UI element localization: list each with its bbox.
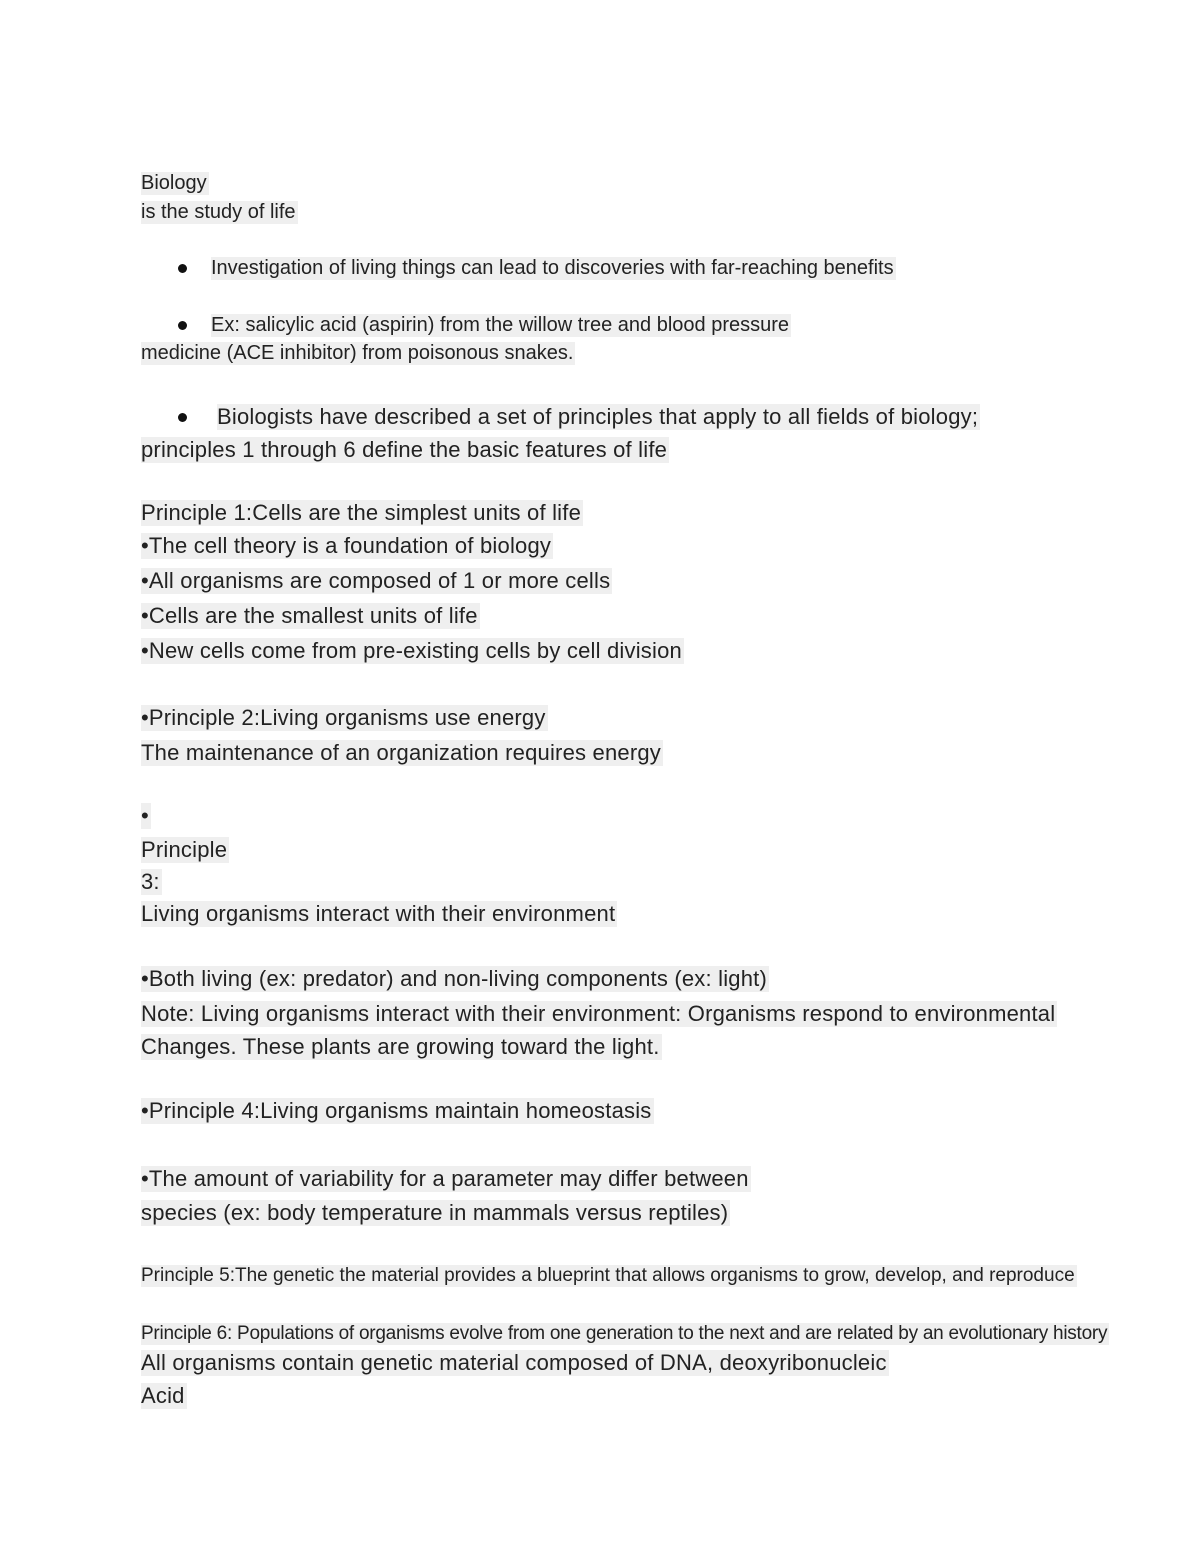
intro-item: Investigation of living things can lead to discoveries with far-reaching benefits bbox=[211, 257, 894, 279]
principle-3-item: •Both living (ex: predator) and non-living components (ex: light) bbox=[141, 966, 768, 991]
principle-3-note: Changes. These plants are growing toward the light. bbox=[141, 1034, 660, 1059]
intro-item: Ex: salicylic acid (aspirin) from the willow tree and blood pressure bbox=[211, 314, 790, 336]
principle-2-heading: •Principle 2:Living organisms use energy bbox=[141, 705, 546, 730]
principle-5: Principle 5:The genetic the material provides a blueprint that allows organisms to grow, develop, and reproduce bbox=[141, 1265, 1075, 1286]
principle-4-item: species (ex: body temperature in mammals versus reptiles) bbox=[141, 1200, 729, 1225]
principle-1-heading: Principle 1:Cells are the simplest units of life bbox=[141, 500, 582, 525]
principle-3-body: Living organisms interact with their environment bbox=[141, 901, 616, 926]
principle-2-body: The maintenance of an organization requires energy bbox=[141, 740, 661, 765]
bullet-icon bbox=[178, 321, 187, 330]
intro-item-continuation: principles 1 through 6 define the basic features of life bbox=[141, 437, 668, 462]
bullet-icon bbox=[178, 413, 187, 422]
intro-item: Biologists have described a set of principles that apply to all fields of biology; bbox=[217, 404, 979, 429]
closing-line: Acid bbox=[141, 1383, 185, 1408]
principle-1-item: •The cell theory is a foundation of biology bbox=[141, 533, 552, 558]
principle-3-word: Principle bbox=[141, 837, 228, 862]
principle-3-number: 3: bbox=[141, 869, 160, 894]
doc-subtitle: is the study of life bbox=[141, 201, 296, 223]
principle-3-note: Note: Living organisms interact with their environment: Organisms respond to environmental bbox=[141, 1001, 1056, 1026]
closing-line: All organisms contain genetic material composed of DNA, deoxyribonucleic bbox=[141, 1350, 887, 1375]
principle-4-item: •The amount of variability for a parameter may differ between bbox=[141, 1166, 749, 1191]
doc-title: Biology bbox=[141, 172, 207, 194]
principle-3-bullet: • bbox=[141, 803, 149, 828]
principle-1-item: •Cells are the smallest units of life bbox=[141, 603, 478, 628]
principle-6: Principle 6: Populations of organisms evolve from one generation to the next and are related by an evolutionary history bbox=[141, 1323, 1108, 1344]
intro-item-continuation: medicine (ACE inhibitor) from poisonous snakes. bbox=[141, 342, 574, 364]
principle-1-item: •New cells come from pre-existing cells by cell division bbox=[141, 638, 682, 663]
principle-1-item: •All organisms are composed of 1 or more cells bbox=[141, 568, 611, 593]
principle-4-heading: •Principle 4:Living organisms maintain homeostasis bbox=[141, 1098, 652, 1123]
bullet-icon bbox=[178, 264, 187, 273]
